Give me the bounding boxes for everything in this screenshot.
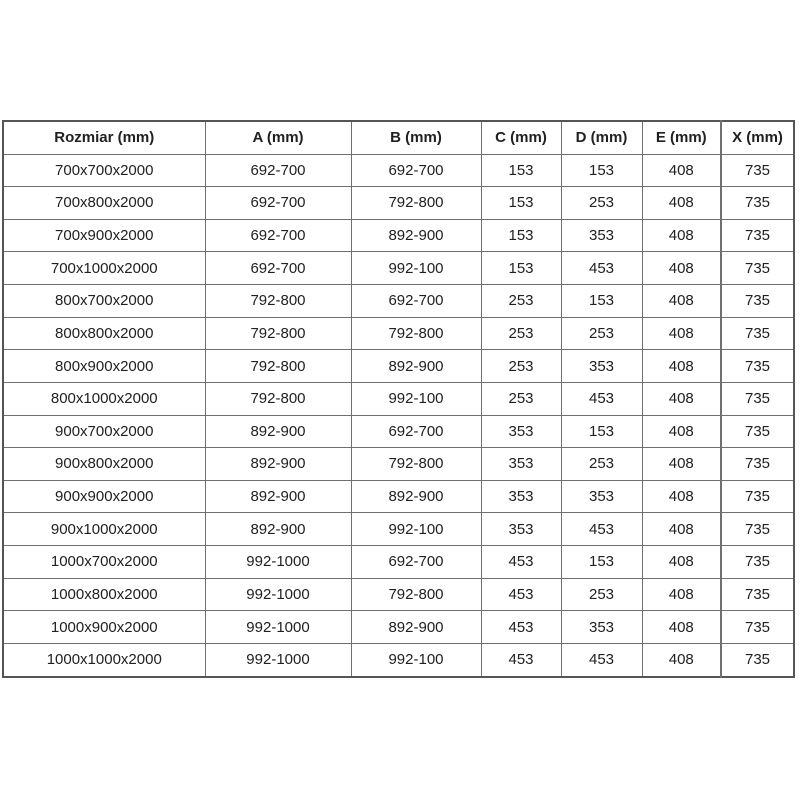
table-cell: 453 bbox=[561, 382, 642, 415]
table-cell: 735 bbox=[721, 643, 794, 677]
table-cell: 892-900 bbox=[205, 480, 351, 513]
table-cell: 408 bbox=[642, 578, 721, 611]
table-row bbox=[3, 513, 794, 546]
table-cell: 892-900 bbox=[205, 513, 351, 546]
table-cell: 453 bbox=[561, 513, 642, 546]
column-header-e: E (mm) bbox=[642, 121, 721, 154]
table-cell: 792-800 bbox=[351, 448, 481, 481]
table-cell: 153 bbox=[561, 415, 642, 448]
table-cell: 992-1000 bbox=[205, 611, 351, 644]
table-cell: 735 bbox=[721, 154, 794, 187]
table-cell: 692-700 bbox=[205, 187, 351, 220]
table-cell: 453 bbox=[481, 578, 561, 611]
table-cell: 735 bbox=[721, 382, 794, 415]
table-cell: 892-900 bbox=[351, 219, 481, 252]
table-cell: 792-800 bbox=[205, 317, 351, 350]
table-cell: 353 bbox=[561, 611, 642, 644]
table-row bbox=[3, 187, 794, 220]
table-cell: 892-900 bbox=[205, 448, 351, 481]
table-cell: 453 bbox=[481, 546, 561, 579]
table-cell: 992-1000 bbox=[205, 546, 351, 579]
table-cell: 408 bbox=[642, 350, 721, 383]
table-cell: 800x900x2000 bbox=[3, 350, 205, 383]
table-cell: 153 bbox=[481, 252, 561, 285]
table-cell: 408 bbox=[642, 285, 721, 318]
table-cell: 792-800 bbox=[351, 187, 481, 220]
table-cell: 900x800x2000 bbox=[3, 448, 205, 481]
table-cell: 692-700 bbox=[205, 219, 351, 252]
table-cell: 153 bbox=[481, 154, 561, 187]
table-cell: 253 bbox=[561, 187, 642, 220]
table-cell: 253 bbox=[561, 448, 642, 481]
column-header-c: C (mm) bbox=[481, 121, 561, 154]
table-cell: 792-800 bbox=[205, 350, 351, 383]
table-cell: 692-700 bbox=[351, 154, 481, 187]
table-cell: 800x700x2000 bbox=[3, 285, 205, 318]
table-cell: 408 bbox=[642, 252, 721, 285]
table-cell: 353 bbox=[561, 350, 642, 383]
table-cell: 792-800 bbox=[205, 285, 351, 318]
table-cell: 453 bbox=[561, 252, 642, 285]
column-header-rozmiar: Rozmiar (mm) bbox=[3, 121, 205, 154]
column-header-a: A (mm) bbox=[205, 121, 351, 154]
table-cell: 735 bbox=[721, 350, 794, 383]
table-row bbox=[3, 611, 794, 644]
table-cell: 153 bbox=[481, 219, 561, 252]
table-cell: 408 bbox=[642, 611, 721, 644]
table-cell: 253 bbox=[481, 285, 561, 318]
table-row bbox=[3, 285, 794, 318]
table-cell: 408 bbox=[642, 546, 721, 579]
table-cell: 992-100 bbox=[351, 252, 481, 285]
table-header bbox=[3, 121, 794, 154]
table-row bbox=[3, 382, 794, 415]
table-body bbox=[3, 154, 794, 677]
table-cell: 408 bbox=[642, 219, 721, 252]
table-cell: 692-700 bbox=[205, 154, 351, 187]
table-cell: 735 bbox=[721, 611, 794, 644]
table-cell: 735 bbox=[721, 187, 794, 220]
table-cell: 408 bbox=[642, 187, 721, 220]
table-cell: 735 bbox=[721, 480, 794, 513]
table-cell: 692-700 bbox=[351, 415, 481, 448]
table-cell: 992-100 bbox=[351, 513, 481, 546]
table-cell: 253 bbox=[481, 382, 561, 415]
table-cell: 800x800x2000 bbox=[3, 317, 205, 350]
table-cell: 892-900 bbox=[351, 480, 481, 513]
table-cell: 353 bbox=[561, 480, 642, 513]
table-cell: 408 bbox=[642, 480, 721, 513]
column-header-b: B (mm) bbox=[351, 121, 481, 154]
table-cell: 692-700 bbox=[205, 252, 351, 285]
table-row bbox=[3, 154, 794, 187]
table-cell: 735 bbox=[721, 513, 794, 546]
table-cell: 253 bbox=[481, 317, 561, 350]
table-cell: 692-700 bbox=[351, 546, 481, 579]
table-cell: 153 bbox=[561, 285, 642, 318]
table-cell: 692-700 bbox=[351, 285, 481, 318]
table-cell: 900x1000x2000 bbox=[3, 513, 205, 546]
table-row bbox=[3, 350, 794, 383]
table-cell: 700x900x2000 bbox=[3, 219, 205, 252]
table-cell: 800x1000x2000 bbox=[3, 382, 205, 415]
table-cell: 892-900 bbox=[205, 415, 351, 448]
table-cell: 408 bbox=[642, 317, 721, 350]
table-cell: 253 bbox=[561, 317, 642, 350]
table-cell: 700x700x2000 bbox=[3, 154, 205, 187]
table-row bbox=[3, 252, 794, 285]
table-cell: 353 bbox=[481, 448, 561, 481]
table-cell: 453 bbox=[481, 643, 561, 677]
table-cell: 1000x700x2000 bbox=[3, 546, 205, 579]
table-cell: 992-1000 bbox=[205, 578, 351, 611]
size-table bbox=[2, 120, 795, 678]
table-cell: 408 bbox=[642, 382, 721, 415]
table-cell: 992-100 bbox=[351, 643, 481, 677]
table-cell: 992-1000 bbox=[205, 643, 351, 677]
table-cell: 408 bbox=[642, 154, 721, 187]
table-cell: 408 bbox=[642, 448, 721, 481]
table-cell: 735 bbox=[721, 578, 794, 611]
table-cell: 735 bbox=[721, 285, 794, 318]
table-cell: 408 bbox=[642, 513, 721, 546]
table-cell: 353 bbox=[561, 219, 642, 252]
table-cell: 453 bbox=[481, 611, 561, 644]
table-cell: 253 bbox=[561, 578, 642, 611]
table-cell: 735 bbox=[721, 448, 794, 481]
table-cell: 408 bbox=[642, 415, 721, 448]
table-row bbox=[3, 317, 794, 350]
table-cell: 353 bbox=[481, 480, 561, 513]
table-cell: 253 bbox=[481, 350, 561, 383]
table-row bbox=[3, 448, 794, 481]
table-row bbox=[3, 480, 794, 513]
table-cell: 1000x1000x2000 bbox=[3, 643, 205, 677]
table-cell: 735 bbox=[721, 317, 794, 350]
table-row bbox=[3, 219, 794, 252]
table-cell: 453 bbox=[561, 643, 642, 677]
table-cell: 892-900 bbox=[351, 611, 481, 644]
table-cell: 700x800x2000 bbox=[3, 187, 205, 220]
table-cell: 792-800 bbox=[205, 382, 351, 415]
table-cell: 792-800 bbox=[351, 317, 481, 350]
column-header-x: X (mm) bbox=[721, 121, 794, 154]
table-row bbox=[3, 415, 794, 448]
table-cell: 735 bbox=[721, 546, 794, 579]
table-cell: 1000x900x2000 bbox=[3, 611, 205, 644]
table-cell: 735 bbox=[721, 415, 794, 448]
table-cell: 1000x800x2000 bbox=[3, 578, 205, 611]
table-cell: 408 bbox=[642, 643, 721, 677]
table-cell: 153 bbox=[561, 546, 642, 579]
table-cell: 353 bbox=[481, 415, 561, 448]
table-row bbox=[3, 546, 794, 579]
table-row bbox=[3, 578, 794, 611]
table-cell: 153 bbox=[561, 154, 642, 187]
header-row bbox=[3, 121, 794, 154]
table-cell: 735 bbox=[721, 252, 794, 285]
table-cell: 735 bbox=[721, 219, 794, 252]
table-cell: 992-100 bbox=[351, 382, 481, 415]
table-cell: 900x700x2000 bbox=[3, 415, 205, 448]
table-cell: 353 bbox=[481, 513, 561, 546]
table-cell: 153 bbox=[481, 187, 561, 220]
table-cell: 892-900 bbox=[351, 350, 481, 383]
table-cell: 900x900x2000 bbox=[3, 480, 205, 513]
table-cell: 792-800 bbox=[351, 578, 481, 611]
column-header-d: D (mm) bbox=[561, 121, 642, 154]
table-row bbox=[3, 643, 794, 677]
table-cell: 700x1000x2000 bbox=[3, 252, 205, 285]
